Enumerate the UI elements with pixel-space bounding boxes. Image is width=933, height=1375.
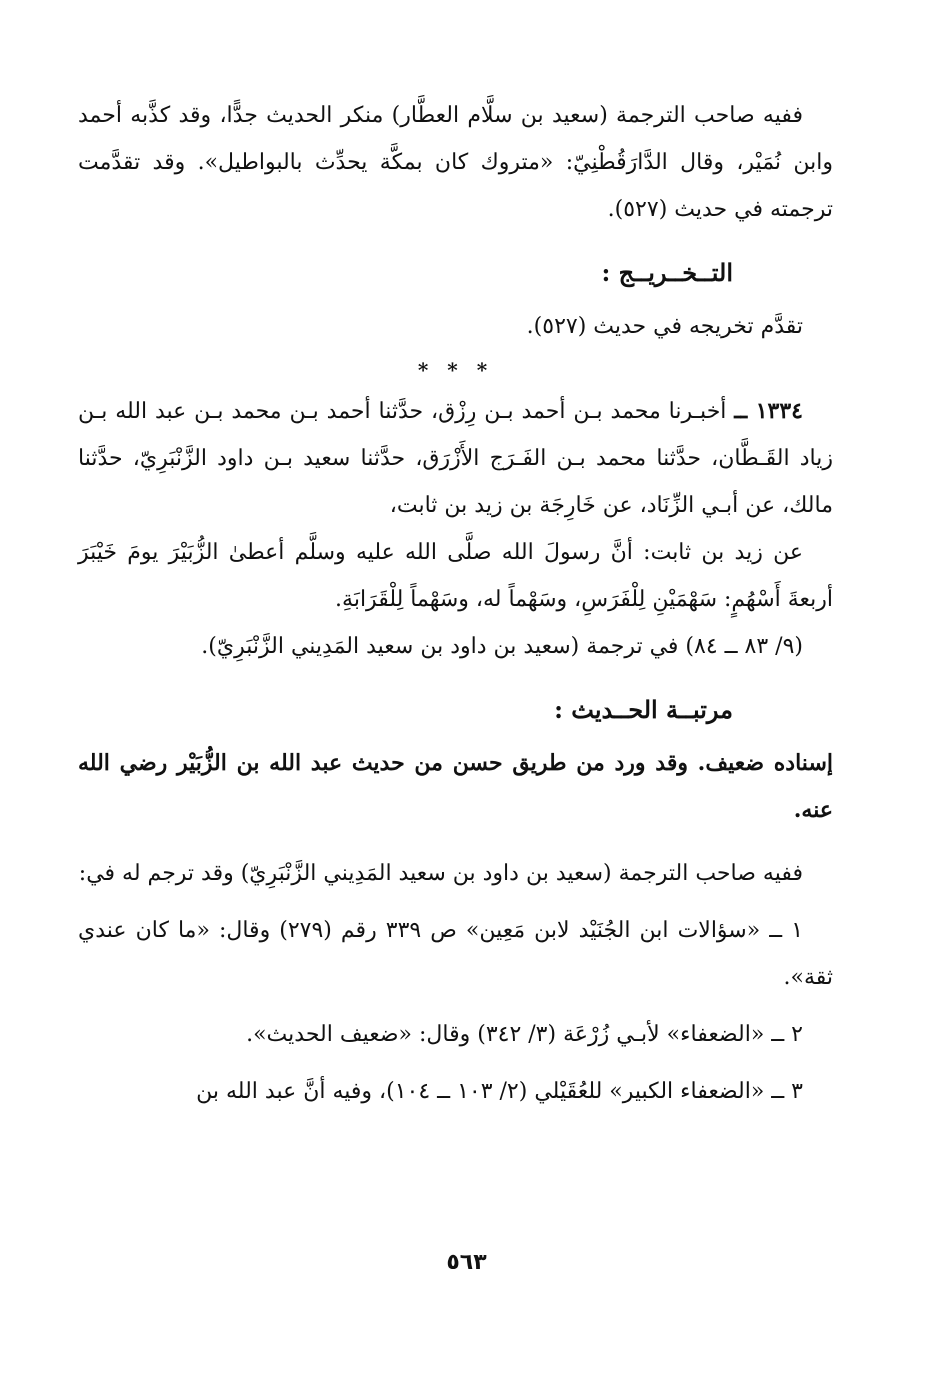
hadith-isnad-text: أخبـرنا محمد بـن أحمد بـن رِزْق، حدَّثنا أحمد بـن محمد بـن عبد الله بـن زياد القَـطَّان، حدَّثنا محمد بـن الفَـرَج الأَزْرَق، حدَّثنا سعيد بـن داود الزَّنْبَرِيّ، حدَّثنا مالك، عن أبـي الزِّنَاد، عن خَارِجَة بن زيد بن ثابت، [78, 399, 833, 518]
takhrij-text: تقدَّم تخريجه في حديث (٥٢٧). [526, 314, 803, 339]
hadith-matn: عن زيد بن ثابت: أنَّ رسولَ الله صلَّى الله عليه وسلَّم أعطىٰ الزُّبَيْرَ يومَ خَيْبَرَ أربعةَ أَسْهُمٍ: سَهْمَيْنِ لِلْفَرَسِ، وسَهْماً له، وسَهْماً لِلْقَرَابَةِ. [78, 540, 833, 612]
rutba-heading: مرتبــة الحــديث : [554, 695, 733, 724]
source-item-3: ٣ ــ «الضعفاء الكبير» للعُقَيْلي (٢/ ١٠٣ ــ ١٠٤)، وفيه أنَّ عبد الله بن [196, 1079, 803, 1104]
takhrij-heading: التــخــريــج : [601, 258, 733, 287]
hadith-number: ١٣٣٤ ــ [734, 398, 803, 424]
paragraph-narrator-sources: ففيه صاحب الترجمة (سعيد بن داود بن سعيد المَدِيني الزَّنْبَرِيّ) وقد ترجم له في: [78, 861, 803, 886]
rutba-text: إسناده ضعيف. وقد ورد من طريق حسن من حديث عبد الله بن الزُّبَيْر رضي الله عنه. [78, 750, 833, 823]
source-item-2: ٢ ــ «الضعفاء» لأبـي زُرْعَة (٣/ ٣٤٢) وقال: «ضعيف الحديث». [246, 1022, 803, 1047]
section-divider-stars: * * * [417, 358, 494, 382]
source-item-1: ١ ــ «سؤالات ابن الجُنَيْد لابن مَعِين» ص ٣٣٩ رقم (٢٧٩) وقال: «ما كان عندي ثقة». [78, 918, 833, 990]
hadith-isnad [78, 388, 833, 529]
page-number: ٥٦٣ [446, 1250, 487, 1275]
hadith-reference: (٩/ ٨٣ ــ ٨٤) في ترجمة (سعيد بن داود بن سعيد المَدِيني الزَّنْبَرِيّ). [201, 634, 803, 659]
page-body [78, 92, 833, 1115]
paragraph-narrator-critique: ففيه صاحب الترجمة (سعيد بن سلَّام العطَّار) منكر الحديث جدًّا، وقد كذَّبه أحمد وابن نُمَيْر، وقال الدَّارَقُطْنِيّ: «متروك كان بمكَّة يحدِّث بالبواطيل». وقد تقدَّمت ترجمته في حديث (٥٢٧). [78, 103, 833, 222]
